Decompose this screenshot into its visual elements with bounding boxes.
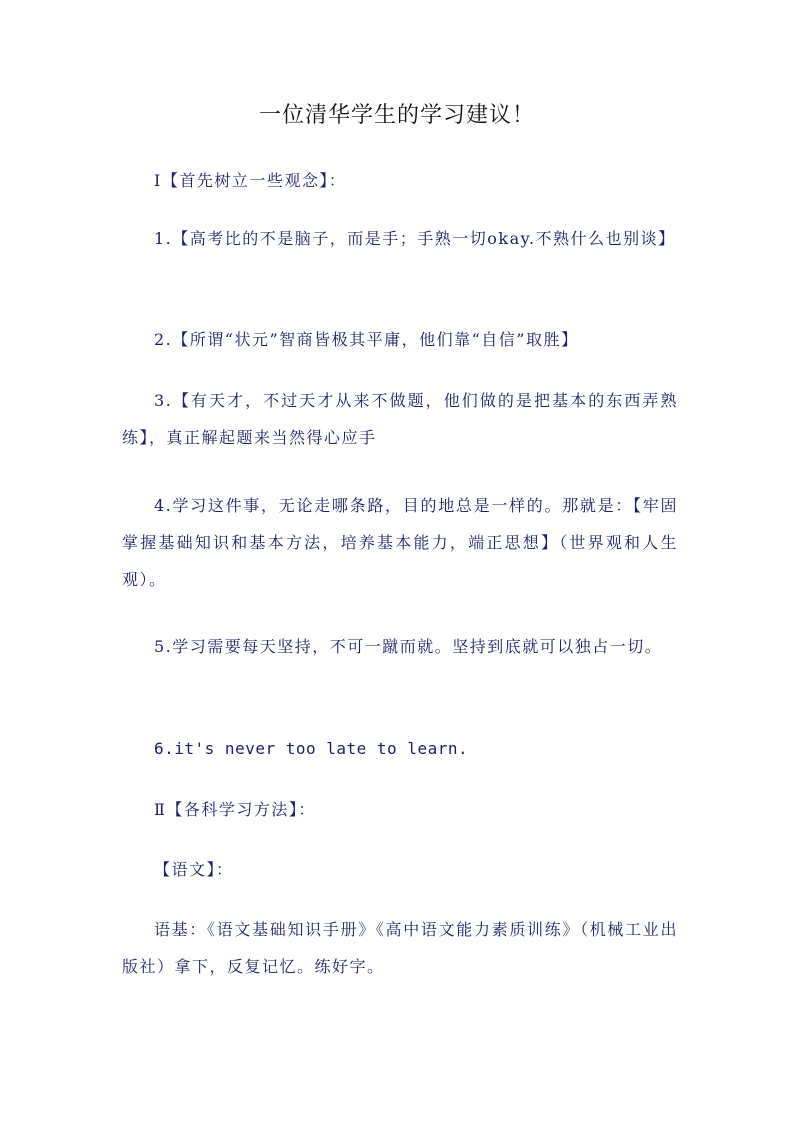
paragraph-3: 3.【有天才，不过天才从来不做题，他们做的是把基本的东西弄熟练】，真正解起题来当然得心应手 [122,391,678,447]
section-heading-concepts: Ⅰ【首先树立一些观念】： [154,171,347,190]
document-title: 一位清华学生的学习建议！ [258,103,535,128]
paragraph-5: 5.学习需要每天坚持，不可一蹴而就。坚持到底就可以独占一切。 [154,637,663,656]
paragraph-2: 2.【所谓“状元”智商皆极其平庸，他们靠“自信”取胜】 [154,330,579,349]
paragraph-6: 6.it's never too late to learn. [154,739,469,758]
section-heading-methods: Ⅱ【各科学习方法】： [154,800,316,819]
paragraph-1: 1.【高考比的不是脑子，而是手；手熟一切okay.不熟什么也别谈】 [154,229,676,248]
paragraph-4: 4.学习这件事，无论走哪条路，目的地总是一样的。那就是：【牢固掌握基础知识和基本方法，培养基本能力，端正思想】（世界观和人生观）。 [122,496,678,589]
subject-heading-chinese: 【语文】： [154,860,234,879]
paragraph-chinese-basics: 语基：《语文基础知识手册》《高中语文能力素质训练》（机械工业出版社）拿下，反复记忆。练好字。 [122,920,678,976]
